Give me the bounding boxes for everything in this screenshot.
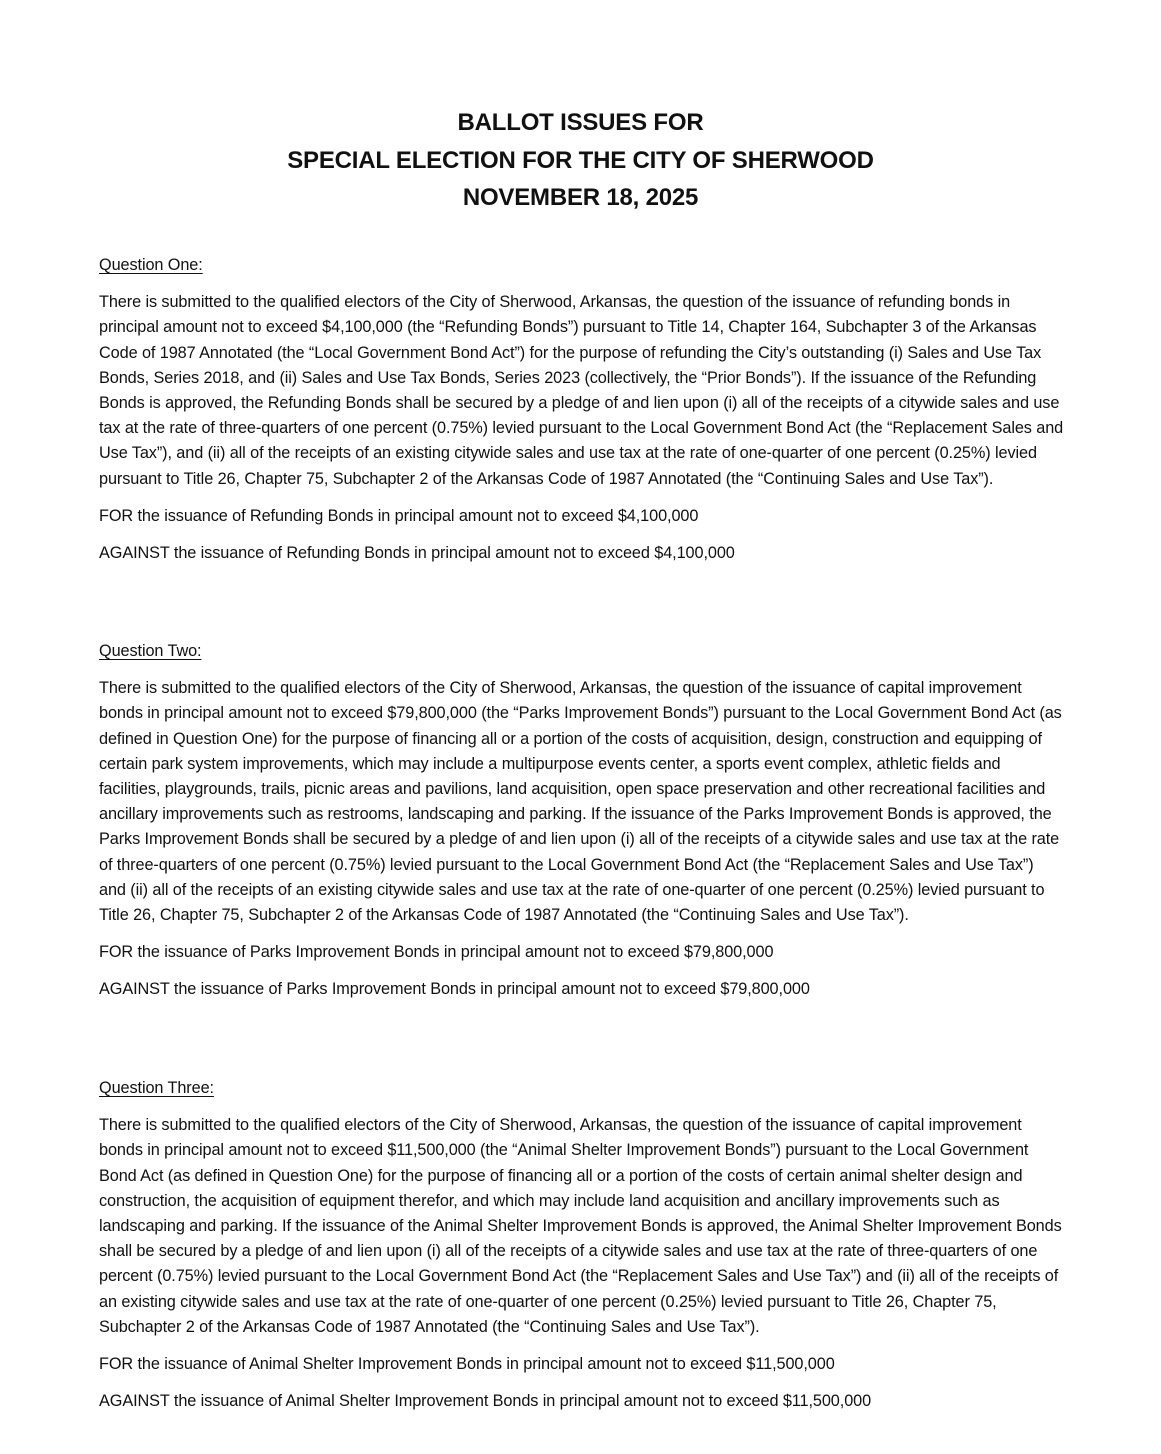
question-three-section	[99, 1076, 1064, 1426]
question-one-heading: Question One:	[99, 256, 203, 274]
question-two-body: There is submitted to the qualified electors of the City of Sherwood, Arkansas, the question of the issuance of capital improvement bonds in principal amount not to exceed $79,800,000 (the “Parks Improvement Bonds”) pursuant to the Local Government Bond Act (as defined in Question One) for the purpose of financing all or a portion of the costs of acquisition, design, construction and equipping of certain park system improvements, which may include a multipurpose events center, a sports event complex, athletic fields and facilities, playgrounds, trails, picnic areas and pavilions, land acquisition, open space preservation and other recreational facilities and ancillary improvements such as restrooms, landscaping and parking. If the issuance of the Parks Improvement Bonds is approved, the Parks Improvement Bonds shall be secured by a pledge of and lien upon (i) all of the receipts of a citywide sales and use tax at the rate of three-quarters of one percent (0.75%) levied pursuant to the Local Government Bond Act (the “Replacement Sales and Use Tax”) and (ii) all of the receipts of an existing citywide sales and use tax at the rate of one-quarter of one percent (0.25%) levied pursuant to Title 26, Chapter 75, Subchapter 2 of the Arkansas Code of 1987 Annotated (the “Continuing Sales and Use Tax”).	[99, 679, 1062, 925]
question-three-against-option: AGAINST the issuance of Animal Shelter Improvement Bonds in principal amount not to exceed $11,500,000	[99, 1392, 872, 1411]
question-one-body: There is submitted to the qualified electors of the City of Sherwood, Arkansas, the question of the issuance of refunding bonds in principal amount not to exceed $4,100,000 (the “Refunding Bonds”) pursuant to Title 14, Chapter 164, Subchapter 3 of the Arkansas Code of 1987 Annotated (the “Local Government Bond Act”) for the purpose of refunding the City’s outstanding (i) Sales and Use Tax Bonds, Series 2018, and (ii) Sales and Use Tax Bonds, Series 2023 (collectively, the “Prior Bonds”). If the issuance of the Refunding Bonds is approved, the Refunding Bonds shall be secured by a pledge of and lien upon (i) all of the receipts of a citywide sales and use tax at the rate of three-quarters of one percent (0.75%) levied pursuant to the Local Government Bond Act (the “Replacement Sales and Use Tax”), and (ii) all of the receipts of an existing citywide sales and use tax at the rate of one-quarter of one percent (0.25%) levied pursuant to Title 26, Chapter 75, Subchapter 2 of the Arkansas Code of 1987 Annotated (the “Continuing Sales and Use Tax”).	[99, 293, 1064, 488]
question-three-body: There is submitted to the qualified electors of the City of Sherwood, Arkansas, the question of the issuance of capital improvement bonds in principal amount not to exceed $11,500,000 (the “Animal Shelter Improvement Bonds”) pursuant to the Local Government Bond Act (as defined in Question One) for the purpose of financing all or a portion of the costs of certain animal shelter design and construction, the acquisition of equipment therefor, and which may include land acquisition and ancillary improvements such as landscaping and parking. If the issuance of the Animal Shelter Improvement Bonds is approved, the Animal Shelter Improvement Bonds shall be secured by a pledge of and lien upon (i) all of the receipts of a citywide sales and use tax at the rate of three-quarters of one percent (0.75%) levied pursuant to the Local Government Bond Act (the “Replacement Sales and Use Tax”) and (ii) all of the receipts of an existing citywide sales and use tax at the rate of one-quarter of one percent (0.25%) levied pursuant to Title 26, Chapter 75, Subchapter 2 of the Arkansas Code of 1987 Annotated (the “Continuing Sales and Use Tax”).	[99, 1116, 1062, 1336]
question-one-for-option: FOR the issuance of Refunding Bonds in principal amount not to exceed $4,100,000	[99, 506, 699, 525]
question-one-against-option: AGAINST the issuance of Refunding Bonds in principal amount not to exceed $4,100,000	[99, 544, 735, 563]
question-two-for-option: FOR the issuance of Parks Improvement Bonds in principal amount not to exceed $79,800,000	[99, 943, 774, 962]
title-line-2: SPECIAL ELECTION FOR THE CITY OF SHERWOOD	[287, 146, 874, 174]
title-line-3: NOVEMBER 18, 2025	[462, 184, 699, 211]
question-two-against-option: AGAINST the issuance of Parks Improvement Bonds in principal amount not to exceed $79,800,000	[99, 980, 810, 999]
question-two-section	[99, 639, 1064, 1015]
question-two-heading: Question Two:	[99, 642, 202, 660]
document-title	[0, 104, 1161, 217]
question-three-heading: Question Three:	[99, 1079, 214, 1097]
title-line-1: BALLOT ISSUES FOR	[457, 109, 704, 136]
question-three-for-option: FOR the issuance of Animal Shelter Improvement Bonds in principal amount not to exceed $11,500,000	[99, 1355, 835, 1374]
question-one-section	[99, 253, 1064, 578]
